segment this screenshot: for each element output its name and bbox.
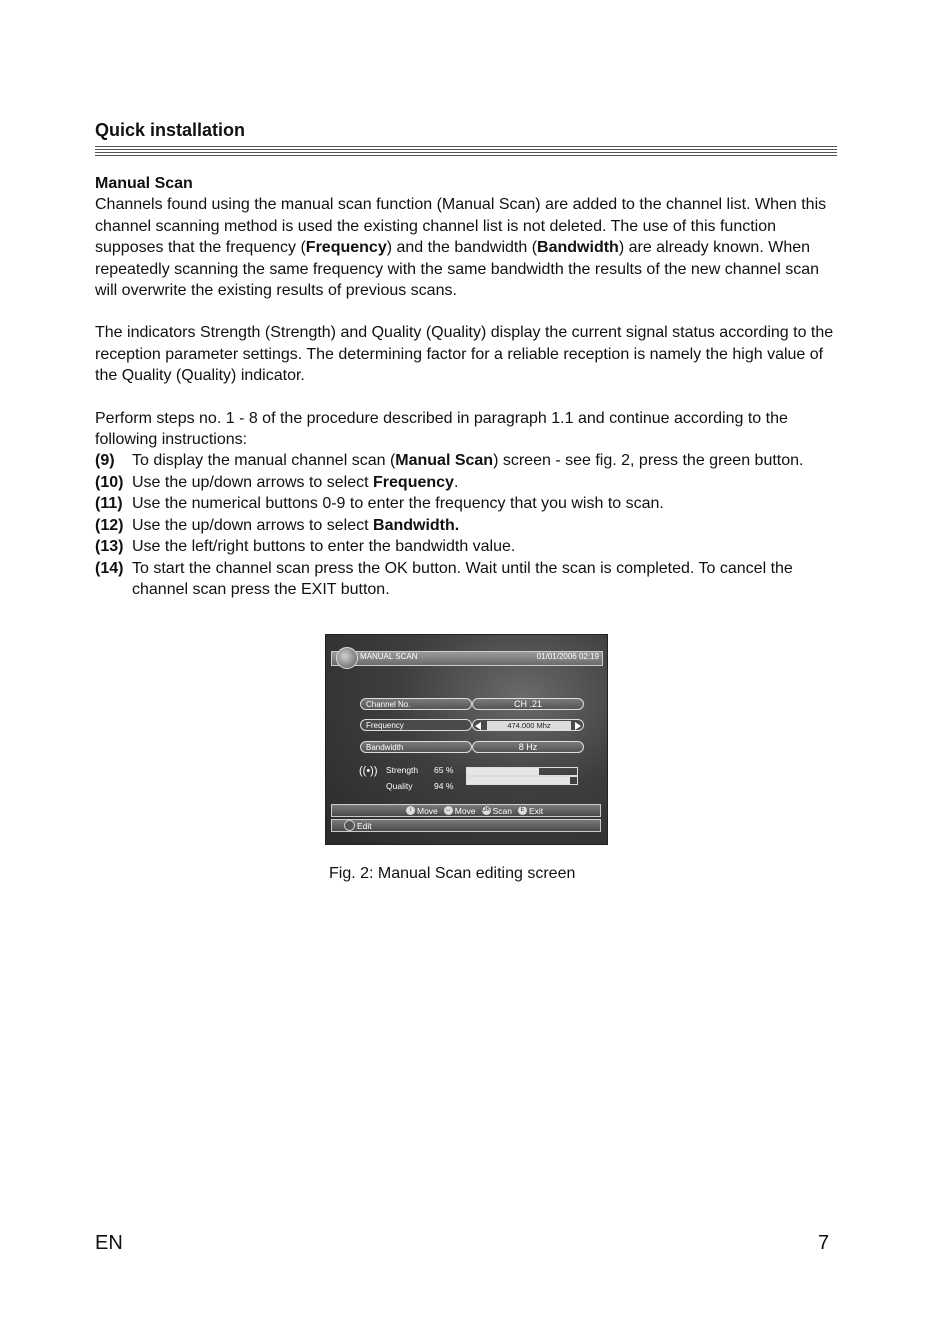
quality-label: Quality (386, 781, 413, 791)
hint-edit: Edit (344, 820, 372, 831)
figure-caption: Fig. 2: Manual Scan editing screen (329, 865, 576, 882)
antenna-icon: ((•)) (359, 765, 378, 777)
frequency-input[interactable]: 474.000 Mhz (487, 721, 571, 730)
row-value: 8 Hz (472, 741, 584, 753)
main-text (95, 173, 840, 600)
step-12: (12) Use the up/down arrows to select Bandwidth. (95, 516, 460, 534)
step-9: (9) To display the manual channel scan (Manual Scan) screen - see fig. 2, press the green button. (95, 452, 804, 470)
row-channel-no[interactable] (360, 698, 600, 711)
footer-edit (331, 819, 601, 832)
strength-value: 65 % (434, 765, 454, 775)
paragraph-3: Perform steps no. 1 - 8 of the procedure described in paragraph 1.1 and continue according to the following instructions: (95, 409, 788, 449)
row-value: CH .21 (472, 698, 584, 710)
section-title: Manual Scan (95, 175, 193, 192)
ok-icon: OK (481, 807, 491, 813)
manual-scan-screen (325, 634, 608, 845)
row-bandwidth[interactable] (360, 741, 600, 754)
strength-bar-fill (467, 768, 539, 775)
heading-rule (95, 152, 837, 153)
logo-icon (336, 647, 358, 669)
green-button-icon (344, 820, 355, 831)
quality-bar-fill (467, 777, 570, 784)
step-14: (14) To start the channel scan press the OK button. Wait until the scan is completed. To cancel the channel scan press the EXIT button. (95, 559, 793, 598)
hint-move-leftright: ↔ Move (445, 805, 476, 816)
strength-bar (466, 767, 578, 776)
row-label: Bandwidth (360, 741, 472, 753)
quality-bar (466, 776, 578, 785)
footer-hints (331, 804, 601, 817)
row-frequency[interactable] (360, 719, 600, 732)
heading-rule (95, 155, 837, 156)
row-label: Channel No. (360, 698, 472, 710)
screen-title: MANUAL SCAN (360, 652, 418, 661)
language-label: EN (95, 1232, 123, 1254)
paragraph-1: Channels found using the manual scan function (Manual Scan) are added to the channel list. When this channel scanning method is used the existing channel list is not deleted. The use of this function supposes that the frequency (Frequency) and the bandwidth (Bandwidth) are already known. When repeatedly scanning the same frequency with the same bandwidth the results of the new channel scan will overwrite the existing results of previous scans. (95, 196, 827, 300)
paragraph-2: The indicators Strength (Strength) and Quality (Quality) display the current signal status according to the reception parameter settings. The determining factor for a reliable reception is namely the high value of the Quality (Quality) indicator. (95, 324, 834, 385)
heading-rule (95, 146, 837, 147)
heading-rule (95, 149, 837, 150)
step-10: (10) Use the up/down arrows to select Frequency. (95, 473, 459, 491)
step-13: (13) Use the left/right buttons to enter the bandwidth value. (95, 538, 516, 556)
updown-icon: ↕ (406, 806, 415, 815)
step-11: (11) Use the numerical buttons 0-9 to enter the frequency that you wish to scan. (95, 495, 664, 513)
screen-datetime: 01/01/2006 02:19 (536, 652, 599, 661)
page-number: 7 (818, 1232, 830, 1254)
hint-exit: E Exit (518, 806, 543, 816)
hint-scan: OK Scan (481, 805, 512, 816)
hint-move-updown: ↕ Move (406, 806, 438, 816)
quality-value: 94 % (434, 781, 454, 791)
page-heading: Quick installation (95, 120, 246, 140)
row-label: Frequency (360, 719, 472, 731)
arrow-left-icon[interactable] (475, 722, 481, 730)
leftright-icon: ↔ (445, 807, 452, 813)
exit-icon: E (518, 806, 527, 815)
strength-label: Strength (386, 765, 419, 775)
arrow-right-icon[interactable] (575, 722, 581, 730)
frequency-value-field[interactable] (472, 719, 584, 731)
